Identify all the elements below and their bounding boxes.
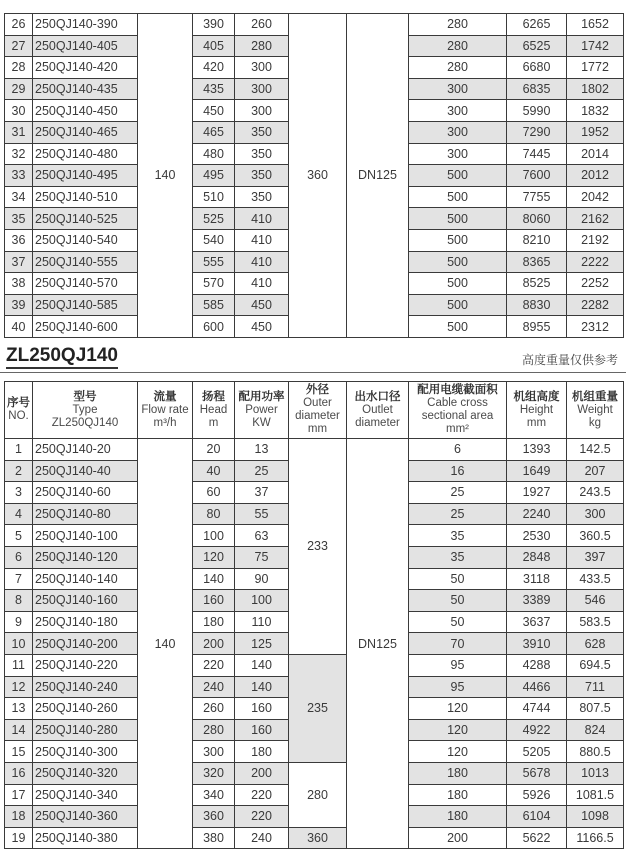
row-number: 5	[5, 525, 33, 547]
head-cell: 585	[193, 294, 235, 316]
height-cell: 6104	[507, 806, 567, 828]
row-number: 7	[5, 568, 33, 590]
head-cell: 450	[193, 100, 235, 122]
cable-cell: 500	[409, 251, 507, 273]
model-cell: 250QJ140-40	[33, 460, 138, 482]
weight-cell: 2282	[567, 294, 624, 316]
cable-cell: 35	[409, 525, 507, 547]
row-number: 31	[5, 121, 33, 143]
weight-cell: 2162	[567, 208, 624, 230]
cable-cell: 50	[409, 611, 507, 633]
cable-cell: 180	[409, 806, 507, 828]
weight-cell: 207	[567, 460, 624, 482]
header-height: 机组高度 Height mm	[507, 382, 567, 439]
outer-diameter-cell: 280	[289, 762, 347, 827]
header-outer-diameter: 外径 Outer diameter mm	[289, 382, 347, 439]
weight-cell: 628	[567, 633, 624, 655]
section-title: ZL250QJ140	[6, 346, 118, 369]
model-cell: 250QJ140-465	[33, 121, 138, 143]
model-cell: 250QJ140-300	[33, 741, 138, 763]
weight-cell: 583.5	[567, 611, 624, 633]
weight-cell: 433.5	[567, 568, 624, 590]
table-row	[5, 654, 624, 676]
model-cell: 250QJ140-480	[33, 143, 138, 165]
model-cell: 250QJ140-600	[33, 316, 138, 338]
cable-cell: 300	[409, 100, 507, 122]
cable-cell: 300	[409, 78, 507, 100]
head-cell: 480	[193, 143, 235, 165]
power-cell: 75	[235, 546, 289, 568]
weight-cell: 1013	[567, 762, 624, 784]
weight-cell: 807.5	[567, 698, 624, 720]
weight-cell: 1832	[567, 100, 624, 122]
row-number: 2	[5, 460, 33, 482]
reference-note: 高度重量仅供参考	[521, 353, 618, 367]
cable-cell: 200	[409, 827, 507, 849]
height-cell: 3910	[507, 633, 567, 655]
row-number: 14	[5, 719, 33, 741]
model-cell: 250QJ140-555	[33, 251, 138, 273]
cable-cell: 50	[409, 568, 507, 590]
row-number: 9	[5, 611, 33, 633]
power-cell: 410	[235, 208, 289, 230]
weight-cell: 1802	[567, 78, 624, 100]
outlet-cell: DN125	[347, 14, 409, 338]
cable-cell: 50	[409, 590, 507, 612]
power-cell: 25	[235, 460, 289, 482]
row-number: 37	[5, 251, 33, 273]
height-cell: 5205	[507, 741, 567, 763]
row-number: 40	[5, 316, 33, 338]
model-cell: 250QJ140-140	[33, 568, 138, 590]
row-number: 4	[5, 503, 33, 525]
weight-cell: 1952	[567, 121, 624, 143]
model-cell: 250QJ140-540	[33, 229, 138, 251]
head-cell: 465	[193, 121, 235, 143]
outer-diameter-cell: 233	[289, 439, 347, 655]
cable-cell: 500	[409, 294, 507, 316]
head-cell: 495	[193, 165, 235, 187]
height-cell: 2848	[507, 546, 567, 568]
height-cell: 8060	[507, 208, 567, 230]
row-number: 33	[5, 165, 33, 187]
cable-cell: 120	[409, 698, 507, 720]
row-number: 38	[5, 273, 33, 295]
cable-cell: 500	[409, 229, 507, 251]
row-number: 8	[5, 590, 33, 612]
cable-cell: 120	[409, 741, 507, 763]
power-cell: 350	[235, 186, 289, 208]
power-cell: 350	[235, 143, 289, 165]
model-cell: 250QJ140-320	[33, 762, 138, 784]
model-cell: 250QJ140-240	[33, 676, 138, 698]
spec-table-continued	[4, 13, 624, 338]
weight-cell: 2014	[567, 143, 624, 165]
height-cell: 8210	[507, 229, 567, 251]
power-cell: 350	[235, 121, 289, 143]
power-cell: 260	[235, 14, 289, 36]
head-cell: 340	[193, 784, 235, 806]
height-cell: 7445	[507, 143, 567, 165]
head-cell: 180	[193, 611, 235, 633]
weight-cell: 300	[567, 503, 624, 525]
header-weight: 机组重量 Weight kg	[567, 382, 624, 439]
height-cell: 3118	[507, 568, 567, 590]
cable-cell: 500	[409, 208, 507, 230]
power-cell: 110	[235, 611, 289, 633]
spec-table-zl250qj140	[4, 381, 624, 849]
height-cell: 4466	[507, 676, 567, 698]
head-cell: 510	[193, 186, 235, 208]
weight-cell: 1081.5	[567, 784, 624, 806]
height-cell: 4288	[507, 654, 567, 676]
model-cell: 250QJ140-220	[33, 654, 138, 676]
head-cell: 240	[193, 676, 235, 698]
head-cell: 100	[193, 525, 235, 547]
height-cell: 6835	[507, 78, 567, 100]
height-cell: 3637	[507, 611, 567, 633]
row-number: 11	[5, 654, 33, 676]
weight-cell: 397	[567, 546, 624, 568]
height-cell: 7600	[507, 165, 567, 187]
power-cell: 300	[235, 100, 289, 122]
power-cell: 13	[235, 439, 289, 461]
cable-cell: 95	[409, 676, 507, 698]
model-cell: 250QJ140-280	[33, 719, 138, 741]
head-cell: 320	[193, 762, 235, 784]
weight-cell: 2222	[567, 251, 624, 273]
height-cell: 3389	[507, 590, 567, 612]
cable-cell: 25	[409, 482, 507, 504]
head-cell: 435	[193, 78, 235, 100]
outer-diameter-cell: 235	[289, 654, 347, 762]
weight-cell: 2012	[567, 165, 624, 187]
divider	[0, 372, 626, 373]
weight-cell: 880.5	[567, 741, 624, 763]
power-cell: 220	[235, 806, 289, 828]
header-no: 序号 NO.	[5, 382, 33, 439]
height-cell: 6680	[507, 57, 567, 79]
model-cell: 250QJ140-380	[33, 827, 138, 849]
model-cell: 250QJ140-405	[33, 35, 138, 57]
row-number: 6	[5, 546, 33, 568]
head-cell: 220	[193, 654, 235, 676]
cable-cell: 280	[409, 14, 507, 36]
weight-cell: 2042	[567, 186, 624, 208]
power-cell: 300	[235, 57, 289, 79]
power-cell: 140	[235, 676, 289, 698]
model-cell: 250QJ140-60	[33, 482, 138, 504]
model-cell: 250QJ140-510	[33, 186, 138, 208]
header-head: 扬程 Head m	[193, 382, 235, 439]
height-cell: 5926	[507, 784, 567, 806]
weight-cell: 711	[567, 676, 624, 698]
row-number: 32	[5, 143, 33, 165]
cable-cell: 70	[409, 633, 507, 655]
weight-cell: 2312	[567, 316, 624, 338]
head-cell: 600	[193, 316, 235, 338]
height-cell: 8525	[507, 273, 567, 295]
weight-cell: 1652	[567, 14, 624, 36]
model-cell: 250QJ140-180	[33, 611, 138, 633]
model-cell: 250QJ140-360	[33, 806, 138, 828]
weight-cell: 2192	[567, 229, 624, 251]
cable-cell: 180	[409, 784, 507, 806]
power-cell: 450	[235, 316, 289, 338]
power-cell: 160	[235, 698, 289, 720]
weight-cell: 824	[567, 719, 624, 741]
weight-cell: 360.5	[567, 525, 624, 547]
power-cell: 180	[235, 741, 289, 763]
head-cell: 140	[193, 568, 235, 590]
head-cell: 280	[193, 719, 235, 741]
weight-cell: 1772	[567, 57, 624, 79]
cable-cell: 6	[409, 439, 507, 461]
model-cell: 250QJ140-260	[33, 698, 138, 720]
height-cell: 5622	[507, 827, 567, 849]
power-cell: 125	[235, 633, 289, 655]
cable-cell: 500	[409, 165, 507, 187]
row-number: 1	[5, 439, 33, 461]
power-cell: 37	[235, 482, 289, 504]
weight-cell: 142.5	[567, 439, 624, 461]
flow-rate-cell: 140	[138, 14, 193, 338]
row-number: 30	[5, 100, 33, 122]
height-cell: 6525	[507, 35, 567, 57]
power-cell: 100	[235, 590, 289, 612]
power-cell: 410	[235, 273, 289, 295]
power-cell: 300	[235, 78, 289, 100]
row-number: 17	[5, 784, 33, 806]
weight-cell: 694.5	[567, 654, 624, 676]
head-cell: 160	[193, 590, 235, 612]
model-cell: 250QJ140-20	[33, 439, 138, 461]
cable-cell: 35	[409, 546, 507, 568]
head-cell: 120	[193, 546, 235, 568]
height-cell: 8955	[507, 316, 567, 338]
height-cell: 8830	[507, 294, 567, 316]
row-number: 29	[5, 78, 33, 100]
model-cell: 250QJ140-80	[33, 503, 138, 525]
model-cell: 250QJ140-100	[33, 525, 138, 547]
table-row	[5, 439, 624, 461]
cable-cell: 16	[409, 460, 507, 482]
cable-cell: 180	[409, 762, 507, 784]
model-cell: 250QJ140-585	[33, 294, 138, 316]
row-number: 28	[5, 57, 33, 79]
model-cell: 250QJ140-420	[33, 57, 138, 79]
weight-cell: 1742	[567, 35, 624, 57]
power-cell: 240	[235, 827, 289, 849]
model-cell: 250QJ140-160	[33, 590, 138, 612]
power-cell: 280	[235, 35, 289, 57]
outer-diameter-cell: 360	[289, 827, 347, 849]
power-cell: 63	[235, 525, 289, 547]
height-cell: 1393	[507, 439, 567, 461]
head-cell: 555	[193, 251, 235, 273]
model-cell: 250QJ140-525	[33, 208, 138, 230]
model-cell: 250QJ140-435	[33, 78, 138, 100]
head-cell: 380	[193, 827, 235, 849]
row-number: 16	[5, 762, 33, 784]
row-number: 12	[5, 676, 33, 698]
flow-rate-cell: 140	[138, 439, 193, 849]
header-cable: 配用电缆截面积 Cable cross sectional area mm²	[409, 382, 507, 439]
weight-cell: 2252	[567, 273, 624, 295]
height-cell: 5678	[507, 762, 567, 784]
model-cell: 250QJ140-390	[33, 14, 138, 36]
height-cell: 1927	[507, 482, 567, 504]
power-cell: 450	[235, 294, 289, 316]
table-row	[5, 14, 624, 36]
power-cell: 160	[235, 719, 289, 741]
head-cell: 80	[193, 503, 235, 525]
header-flow: 流量 Flow rate m³/h	[138, 382, 193, 439]
row-number: 39	[5, 294, 33, 316]
height-cell: 4744	[507, 698, 567, 720]
head-cell: 40	[193, 460, 235, 482]
outer-diameter-cell: 360	[289, 14, 347, 338]
row-number: 35	[5, 208, 33, 230]
height-cell: 8365	[507, 251, 567, 273]
row-number: 15	[5, 741, 33, 763]
cable-cell: 500	[409, 186, 507, 208]
model-cell: 250QJ140-120	[33, 546, 138, 568]
power-cell: 90	[235, 568, 289, 590]
row-number: 27	[5, 35, 33, 57]
cable-cell: 280	[409, 35, 507, 57]
cable-cell: 120	[409, 719, 507, 741]
header-outlet: 出水口径 Outlet diameter	[347, 382, 409, 439]
model-cell: 250QJ140-450	[33, 100, 138, 122]
row-number: 13	[5, 698, 33, 720]
model-cell: 250QJ140-570	[33, 273, 138, 295]
cable-cell: 95	[409, 654, 507, 676]
head-cell: 300	[193, 741, 235, 763]
head-cell: 405	[193, 35, 235, 57]
cable-cell: 300	[409, 143, 507, 165]
table-row	[5, 762, 624, 784]
model-cell: 250QJ140-340	[33, 784, 138, 806]
weight-cell: 1098	[567, 806, 624, 828]
height-cell: 4922	[507, 719, 567, 741]
row-number: 34	[5, 186, 33, 208]
header-power: 配用功率 Power KW	[235, 382, 289, 439]
power-cell: 410	[235, 251, 289, 273]
table-row	[5, 827, 624, 849]
row-number: 26	[5, 14, 33, 36]
head-cell: 390	[193, 14, 235, 36]
weight-cell: 1166.5	[567, 827, 624, 849]
height-cell: 2530	[507, 525, 567, 547]
cable-cell: 300	[409, 121, 507, 143]
row-number: 3	[5, 482, 33, 504]
power-cell: 140	[235, 654, 289, 676]
outlet-cell: DN125	[347, 439, 409, 849]
height-cell: 7290	[507, 121, 567, 143]
weight-cell: 243.5	[567, 482, 624, 504]
row-number: 36	[5, 229, 33, 251]
head-cell: 540	[193, 229, 235, 251]
height-cell: 6265	[507, 14, 567, 36]
height-cell: 7755	[507, 186, 567, 208]
cable-cell: 500	[409, 316, 507, 338]
height-cell: 1649	[507, 460, 567, 482]
cable-cell: 500	[409, 273, 507, 295]
height-cell: 5990	[507, 100, 567, 122]
power-cell: 220	[235, 784, 289, 806]
model-cell: 250QJ140-495	[33, 165, 138, 187]
head-cell: 525	[193, 208, 235, 230]
power-cell: 350	[235, 165, 289, 187]
row-number: 10	[5, 633, 33, 655]
power-cell: 200	[235, 762, 289, 784]
cable-cell: 25	[409, 503, 507, 525]
head-cell: 420	[193, 57, 235, 79]
head-cell: 360	[193, 806, 235, 828]
cable-cell: 280	[409, 57, 507, 79]
head-cell: 570	[193, 273, 235, 295]
power-cell: 410	[235, 229, 289, 251]
head-cell: 60	[193, 482, 235, 504]
header-type: 型号 Type ZL250QJ140	[33, 382, 138, 439]
model-cell: 250QJ140-200	[33, 633, 138, 655]
head-cell: 260	[193, 698, 235, 720]
head-cell: 200	[193, 633, 235, 655]
row-number: 18	[5, 806, 33, 828]
head-cell: 20	[193, 439, 235, 461]
row-number: 19	[5, 827, 33, 849]
power-cell: 55	[235, 503, 289, 525]
height-cell: 2240	[507, 503, 567, 525]
weight-cell: 546	[567, 590, 624, 612]
table-header-row	[5, 382, 624, 439]
